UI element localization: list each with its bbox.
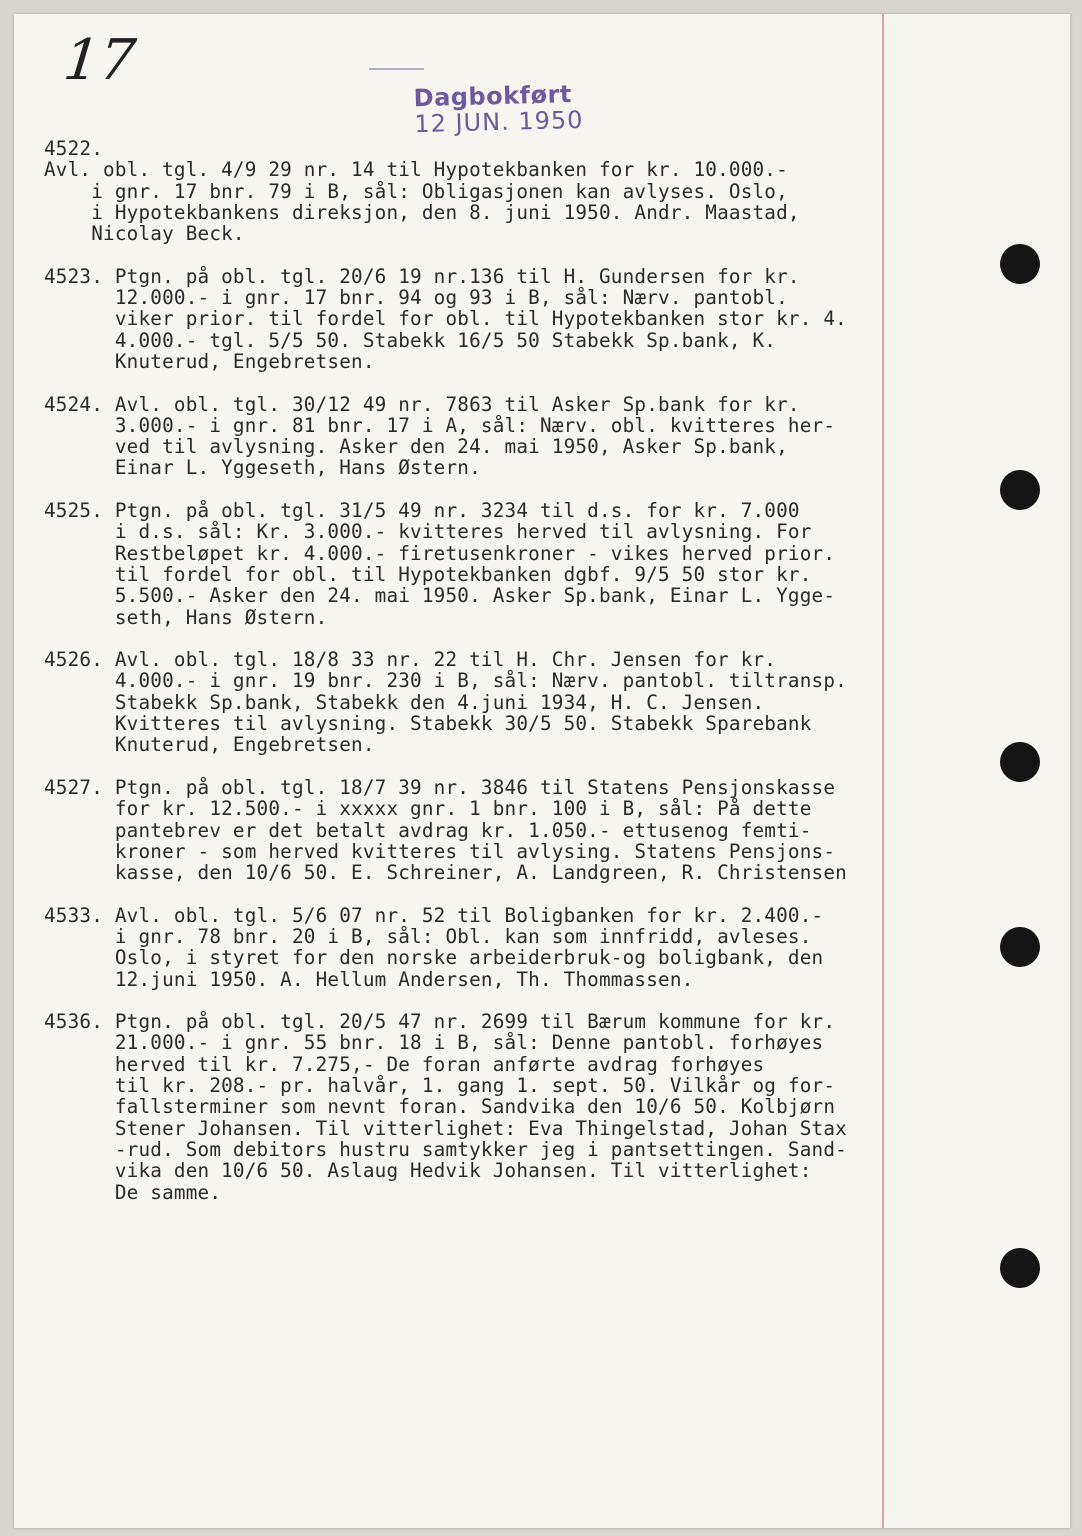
entry-line: 4524. Avl. obl. tgl. 30/12 49 nr. 7863 til Asker Sp.bank for kr.	[44, 392, 800, 416]
entry-line: til kr. 208.- pr. halvår, 1. gang 1. sept. 50. Vilkår og for-	[44, 1074, 836, 1098]
entry-line: 21.000.- i gnr. 55 bnr. 18 i B, sål: Denne pantobl. forhøyes	[44, 1031, 824, 1055]
entry-line: -rud. Som debitors hustru samtykker jeg i pantsettingen. Sand-	[44, 1137, 847, 1161]
punch-hole	[1000, 244, 1040, 284]
registration-stamp	[413, 80, 583, 138]
entry-line: 12.000.- i gnr. 17 bnr. 94 og 93 i B, sål: Nærv. pantobl.	[44, 286, 788, 310]
entry-line: Nicolay Beck.	[44, 222, 245, 246]
entry-line: 4.000.- tgl. 5/5 50. Stabekk 16/5 50 Stabekk Sp.bank, K.	[44, 328, 777, 352]
ledger-entry	[44, 394, 914, 479]
entry-line: De samme.	[44, 1180, 222, 1204]
entry-line: for kr. 12.500.- i xxxxx gnr. 1 bnr. 100 i B, sål: På dette	[44, 797, 812, 821]
entry-line: i d.s. sål: Kr. 3.000.- kvitteres herved til avlysning. For	[44, 520, 812, 544]
ledger-entry	[44, 1011, 914, 1203]
ledger-entry	[44, 777, 914, 883]
entry-line: 4.000.- i gnr. 19 bnr. 230 i B, sål: Nærv. pantobl. tiltransp.	[44, 669, 847, 693]
entry-line: til fordel for obl. til Hypotekbanken dgbf. 9/5 50 stor kr.	[44, 562, 812, 586]
entry-line: Einar L. Yggeseth, Hans Østern.	[44, 456, 481, 480]
entry-line: herved til kr. 7.275,- De foran anførte avdrag forhøyes	[44, 1052, 765, 1076]
ledger-page	[14, 14, 1070, 1528]
entry-line: viker prior. til fordel for obl. til Hypotekbanken stor kr. 4.	[44, 307, 847, 331]
ledger-entry	[44, 138, 914, 244]
entry-line: Avl. obl. tgl. 4/9 29 nr. 14 til Hypotekbanken for kr. 10.000.-	[44, 158, 788, 182]
stamp-date: 12 JUN. 1950	[414, 105, 584, 139]
entry-line: i Hypotekbankens direksjon, den 8. juni 1950. Andr. Maastad,	[44, 200, 800, 224]
entry-line: vika den 10/6 50. Aslaug Hedvik Johansen. Til vitterlighet:	[44, 1159, 812, 1183]
entry-line: Kvitteres til avlysning. Stabekk 30/5 50. Stabekk Sparebank	[44, 712, 812, 736]
stamp-mark	[369, 68, 424, 70]
entry-line: 4526. Avl. obl. tgl. 18/8 33 nr. 22 til H. Chr. Jensen for kr.	[44, 648, 777, 672]
entry-line: 5.500.- Asker den 24. mai 1950. Asker Sp.bank, Einar L. Ygge-	[44, 584, 836, 608]
entry-line: 4525. Ptgn. på obl. tgl. 31/5 49 nr. 3234 til d.s. for kr. 7.000	[44, 499, 800, 523]
page-number: 17	[60, 28, 139, 93]
punch-hole	[1000, 1248, 1040, 1288]
entry-line: seth, Hans Østern.	[44, 605, 328, 629]
ledger-entry	[44, 905, 914, 990]
entry-line: kasse, den 10/6 50. E. Schreiner, A. Landgreen, R. Christensen	[44, 861, 847, 885]
entry-line: pantebrev er det betalt avdrag kr. 1.050.- ettusenog femti-	[44, 818, 812, 842]
ledger-entry	[44, 500, 914, 628]
entry-line: i gnr. 78 bnr. 20 i B, sål: Obl. kan som innfridd, avleses.	[44, 924, 812, 948]
entry-line: ved til avlysning. Asker den 24. mai 1950, Asker Sp.bank,	[44, 435, 788, 459]
entry-line: 4522.	[44, 137, 104, 160]
entry-line: kroner - som herved kvitteres til avlysing. Statens Pensjons-	[44, 839, 836, 863]
entry-line: Knuterud, Engebretsen.	[44, 733, 375, 757]
entry-line: Oslo, i styret for den norske arbeiderbruk-og boligbank, den	[44, 946, 824, 970]
entry-line: i gnr. 17 bnr. 79 i B, sål: Obligasjonen kan avlyses. Oslo,	[44, 179, 788, 203]
punch-hole	[1000, 470, 1040, 510]
entry-line: 4536. Ptgn. på obl. tgl. 20/5 47 nr. 2699 til Bærum kommune for kr.	[44, 1010, 836, 1034]
entry-line: 3.000.- i gnr. 81 bnr. 17 i A, sål: Nærv. obl. kvitteres her-	[44, 413, 836, 437]
ledger-entry	[44, 266, 914, 372]
entry-line: Stabekk Sp.bank, Stabekk den 4.juni 1934, H. C. Jensen.	[44, 690, 765, 714]
punch-hole	[1000, 927, 1040, 967]
ledger-entry	[44, 649, 914, 755]
entry-line: fallsterminer som nevnt foran. Sandvika den 10/6 50. Kolbjørn	[44, 1095, 836, 1119]
entry-line: 4523. Ptgn. på obl. tgl. 20/6 19 nr.136 til H. Gundersen for kr.	[44, 264, 800, 288]
entries-list	[44, 138, 914, 1224]
entry-line: 4527. Ptgn. på obl. tgl. 18/7 39 nr. 3846 til Statens Pensjonskasse	[44, 775, 836, 799]
entry-line: 4533. Avl. obl. tgl. 5/6 07 nr. 52 til Boligbanken for kr. 2.400.-	[44, 903, 824, 927]
entry-line: Knuterud, Engebretsen.	[44, 349, 375, 373]
entry-line: Restbeløpet kr. 4.000.- firetusenkroner - vikes herved prior.	[44, 541, 836, 565]
stamp-title: Dagbokført	[413, 80, 573, 113]
entry-line: Stener Johansen. Til vitterlighet: Eva Thingelstad, Johan Stax	[44, 1116, 847, 1140]
punch-hole	[1000, 742, 1040, 782]
entry-line: 12.juni 1950. A. Hellum Andersen, Th. Thommassen.	[44, 967, 694, 991]
